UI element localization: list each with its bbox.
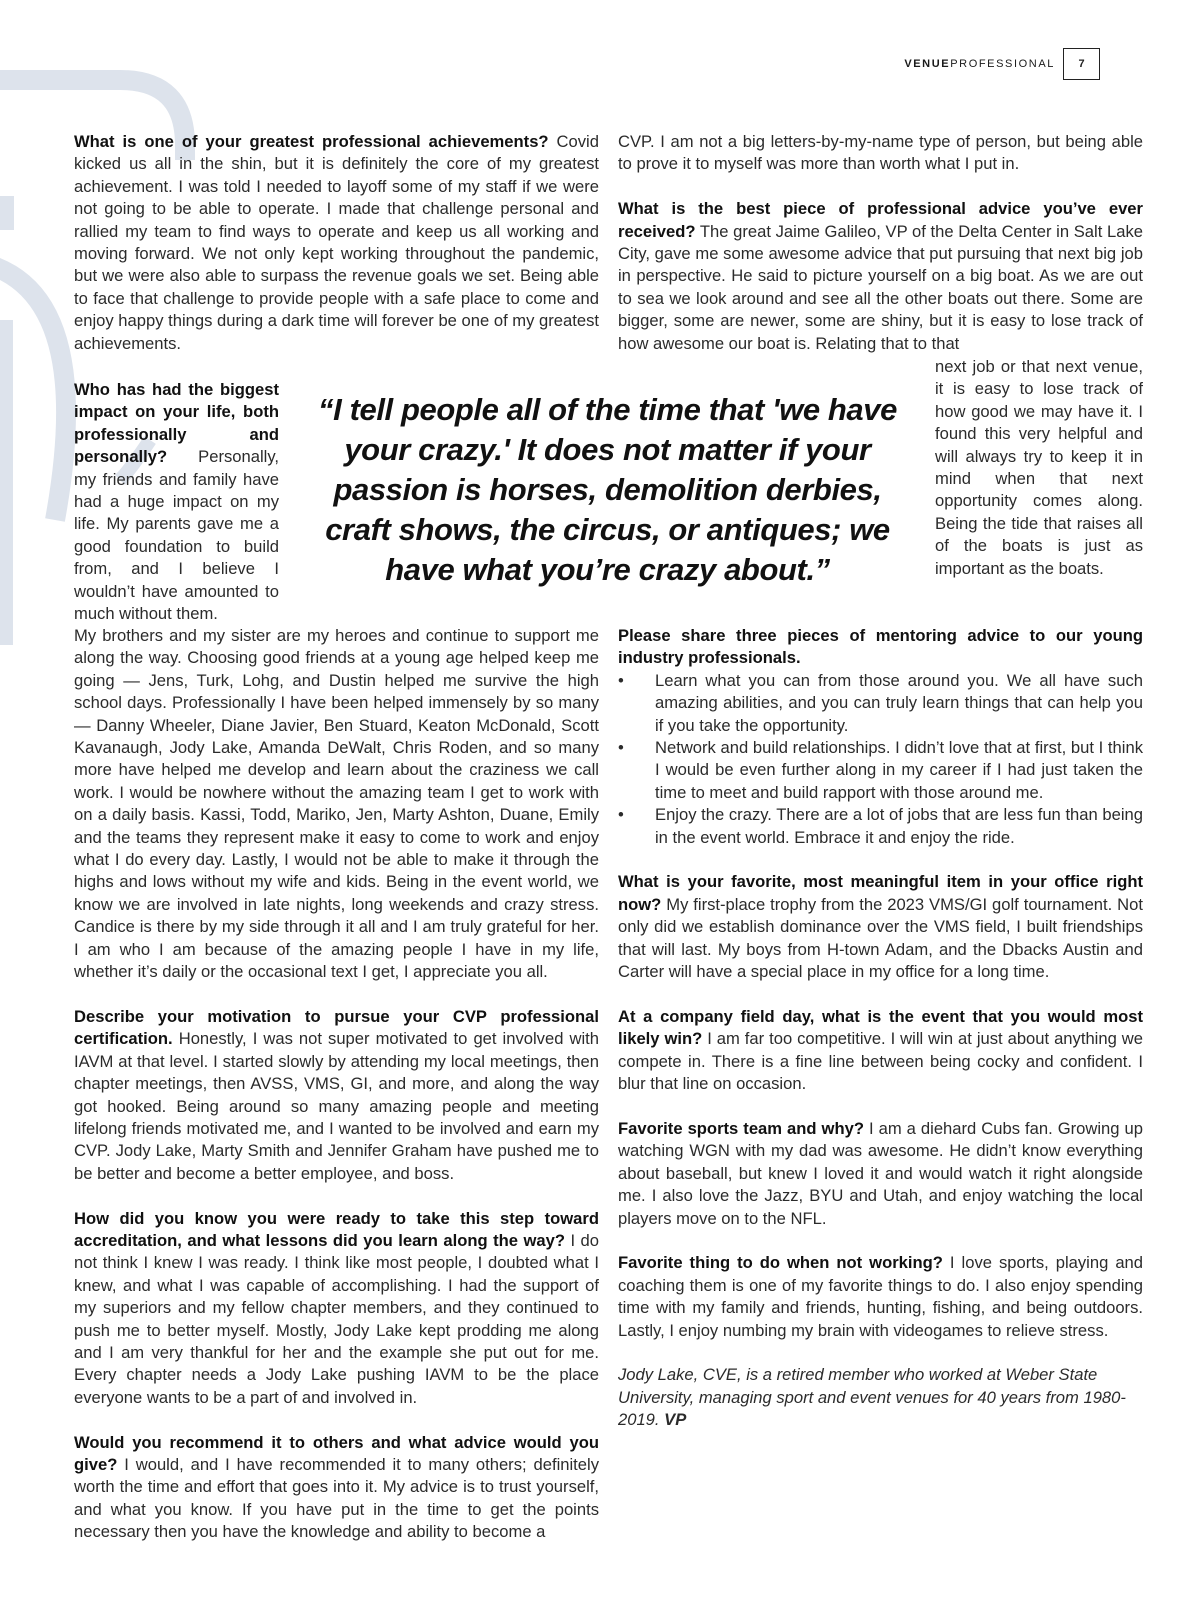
qa-motivation bbox=[74, 1006, 599, 1185]
qa-fieldday bbox=[618, 1006, 1143, 1096]
left-column-top bbox=[74, 131, 599, 355]
mentoring-tips-list bbox=[618, 670, 1143, 849]
qa-ready bbox=[74, 1208, 599, 1410]
qa-recommend bbox=[74, 1432, 599, 1544]
answer: Personally, my friends and family have had a huge impact on my life. My parents gave me a good foundation to build from, and I believe I wouldn’t have amounted to much without them. bbox=[74, 447, 279, 624]
qa-recommend-continued: CVP. I am not a big letters-by-my-name type of person, but being able to prove it to myself was more than worth what I put in. bbox=[618, 132, 1143, 174]
masthead bbox=[904, 48, 1100, 80]
qa-item bbox=[618, 871, 1143, 983]
right-column-bottom bbox=[618, 625, 1143, 1432]
qa-impact-wrap bbox=[74, 379, 279, 625]
pull-quote: “I tell people all of the time that 'we have your crazy.' It does not matter if your passion is horses, demolition derbies, craft shows, the circus, or antiques; we have what you’re crazy about.” bbox=[318, 392, 897, 587]
bio-text: Jody Lake, CVE, is a retired member who worked at Weber State University, managing sport and event venues for 40 years from 1980-2019. bbox=[618, 1365, 1126, 1430]
answer: My first-place trophy from the 2023 VMS/GI golf tournament. Not only did we establish dominance over the VMS field, I built friendships that will last. My boys from H-town Adam, and the Dbacks Austin and Carter will have a special place in my office for a long time. bbox=[618, 894, 1143, 982]
list-item: • Network and build relationships. I didn’t love that at first, but I think I would be even further along in my career if I had just taken the time to meet and build rapport with those around me. bbox=[618, 737, 1143, 804]
qa-achievement bbox=[74, 131, 599, 355]
qa-free-time bbox=[618, 1252, 1143, 1342]
list-item: • Learn what you can from those around you. We all have such amazing abilities, and you can truly learn things that can help you if you take the opportunity. bbox=[618, 670, 1143, 737]
answer: I would, and I have recommended it to many others; definitely worth the time and effort that goes into it. My advice is to trust yourself, and what you know. If you have put in the time to get the points necessary then you have the knowledge and ability to become a bbox=[74, 1454, 599, 1542]
question: What is one of your greatest professional achievements? bbox=[74, 132, 549, 151]
answer: Covid kicked us all in the shin, but it is definitely the core of my greatest achievement. I was told I needed to layoff some of my staff if we were not going to be able to operate. I made that challenge personal and rallied my team to find ways to operate and keep us all working and moving forward. We not only kept working throughout the pandemic, but we were also able to surpass the revenue goals we set. Being able to face that challenge to provide people with a safe place to come and enjoy happy things during a dark time will forever be one of my greatest achievements. bbox=[74, 132, 599, 353]
left-column-bottom bbox=[74, 625, 599, 1544]
answer: The great Jaime Galileo, VP of the Delta Center in Salt Lake City, gave me some awesome advice that put pursuing that next big job in perspective. He said to picture yourself on a big boat. As we are out to sea we look around and see all the other boats out there. Some are bigger, some are newer, some are shiny, but it is easy to lose track of how awesome our boat is. Relating that to that bbox=[618, 221, 1143, 353]
question: Describe your motivation to pursue your CVP professional certification. bbox=[74, 1006, 599, 1049]
question: At a company field day, what is the event that you would most likely win? bbox=[618, 1006, 1143, 1049]
qa-mentoring-question bbox=[618, 625, 1143, 670]
question: What is the best piece of professional advice you’ve ever received? bbox=[618, 199, 1143, 241]
answer: Honestly, I was not super motivated to get involved with IAVM at that level. I started slowly by attending my local meetings, then chapter meetings, then AVSS, VMS, GI, and more, and along the way got hooked. Being around so many amazing people and meeting lifelong friends motivated me, and I wanted to be involved and earn my CVP. Jody Lake, Marty Smith and Jennifer Graham have pushed me to be better and become a better employee, and boss. bbox=[74, 1029, 599, 1183]
qa-advice-wrap: next job or that next venue, it is easy to lose track of how good we may have it. I found this very helpful and will always try to keep it in mind when that next opportunity comes along. Being the tide that raises all of the boats is just as important as the boats. bbox=[935, 357, 1143, 578]
answer: I am far too competitive. I will win at just about anything we compete in. There is a fine line between being cocky and confident. I blur that line on occasion. bbox=[618, 1029, 1143, 1094]
qa-advice bbox=[618, 198, 1143, 355]
answer: I do not think I knew I was ready. I think like most people, I doubted what I knew, and what I was capable of accomplishing. I had the support of my superiors and my fellow chapter members, and they continued to push me to better myself. Mostly, Jody Lake kept prodding me along and I am very thankful for her and the example she put out for me. Every chapter needs a Jody Lake pushing IAVM to be the place everyone wants to be a part of and involved in. bbox=[74, 1230, 599, 1407]
qa-team bbox=[618, 1118, 1143, 1230]
answer: I love sports, playing and coaching them is one of my favorite things to do. I also enjoy spending time with my family and friends, hunting, fishing, and being outdoors. Lastly, I enjoy numbing my brain with videogames to relieve stress. bbox=[618, 1253, 1144, 1340]
answer: I am a diehard Cubs fan. Growing up watching WGN with my dad was awesome. He didn’t know everything about baseball, but knew I loved it and would watch it right alongside me. I also love the Jazz, BYU and Utah, and enjoy watching the local players move on to the NFL. bbox=[618, 1118, 1143, 1228]
question: What is your favorite, most meaningful item in your office right now? bbox=[618, 872, 1143, 914]
list-item: • Enjoy the crazy. There are a lot of jobs that are less fun than being in the event world. Embrace it and enjoy the ride. bbox=[618, 804, 1143, 849]
question: Favorite sports team and why? bbox=[618, 1118, 864, 1138]
qa-impact-continued: My brothers and my sister are my heroes and continue to support me along the way. Choosing good friends at a young age helped keep me going — Jens, Turk, Lohg, and Dustin helped me survive the high school days. Professionally I have been helped immensely by so many — Danny Wheeler, Diane Javier, Ben Stuard, Keaton McDonald, Scott Kavanaugh, Jody Lake, Amanda DeWalt, Chris Roden, and so many more have helped me develop and learn about the craziness we call work. I would be nowhere without the amazing team I get to work with on a daily basis. Kassi, Todd, Mariko, Jen, Marty Ashton, Duane, Emily and the teams they represent make it easy to come to work and enjoy what I do every day. Lastly, I would not be able to make it through the highs and lows without my wife and kids. Being in the event world, we know we are involved in late nights, long weekends and crazy stress. Candice is there by my side through it all and I am truly grateful for her. I am who I am because of the amazing people I have in my life, whether it’s daily or the occasional text I get, I appreciate you all. bbox=[74, 626, 599, 982]
end-mark: VP bbox=[664, 1410, 687, 1430]
right-column-top bbox=[618, 131, 1143, 355]
question: Favorite thing to do when not working? bbox=[618, 1253, 943, 1273]
question: Please share three pieces of mentoring advice to our young industry professionals. bbox=[618, 626, 1143, 668]
question: Who has had the biggest impact on your life, both professionally and personally? bbox=[74, 380, 279, 467]
author-bio bbox=[618, 1364, 1143, 1431]
page-number: 7 bbox=[1063, 48, 1100, 80]
question: How did you know you were ready to take this step toward accreditation, and what lessons did you learn along the way? bbox=[74, 1208, 599, 1250]
question: Would you recommend it to others and what advice would you give? bbox=[74, 1432, 599, 1474]
publication-name: VENUEPROFESSIONAL bbox=[904, 58, 1055, 70]
